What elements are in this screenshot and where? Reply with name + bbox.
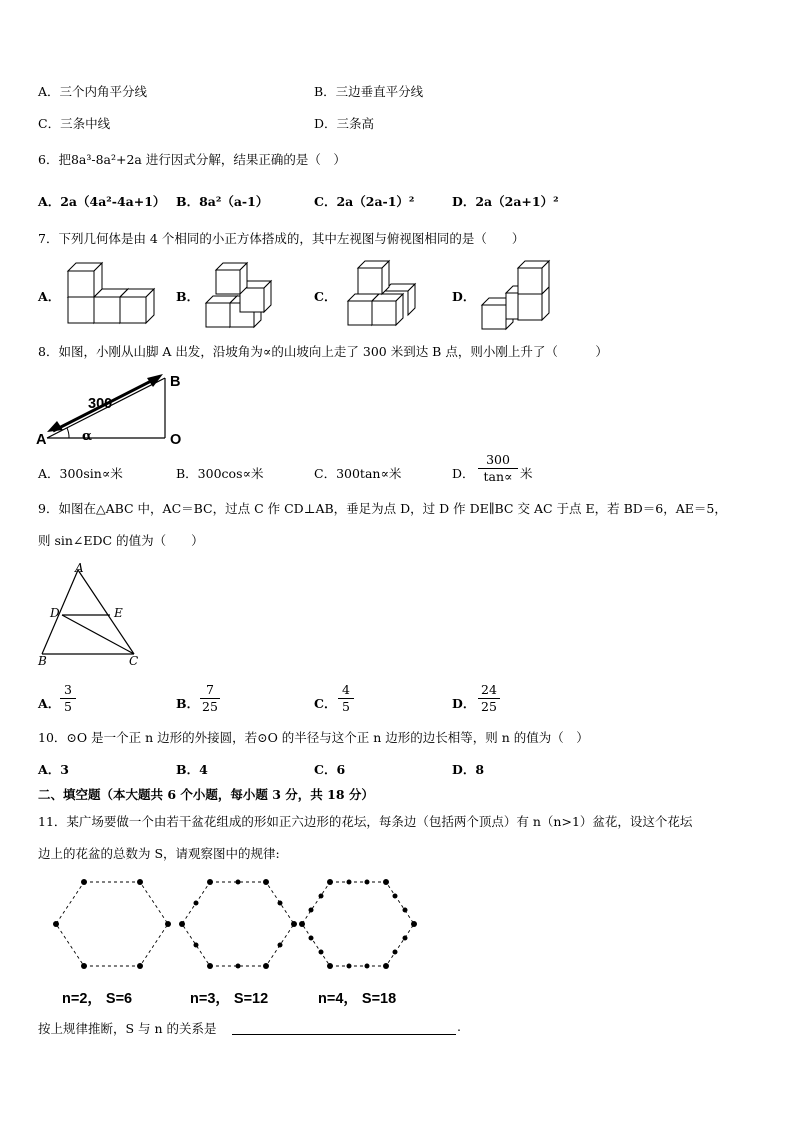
q11-prompt-line1: 11．某广场要做一个由若干盆花组成的形如正六边形的花坛，每条边（包括两个顶点）有 n（n>1）盆花，设这个花坛	[38, 814, 693, 829]
q6-option-a: A．2a（4a²-4a+1）	[38, 194, 166, 209]
cube-figure-c	[346, 257, 436, 333]
q5-option-c: C．三条中线	[38, 116, 111, 131]
q7-letter-c: C．	[314, 289, 337, 304]
q5-option-b: B．三边垂直平分线	[314, 84, 424, 99]
q8-option-c: C．300tan∝米	[314, 466, 402, 481]
q9-prompt-line2: 则 sin∠EDC 的值为（ ）	[38, 533, 204, 548]
q6-option-c: C．2a（2a-1）²	[314, 194, 415, 209]
q9-option-b-numerator: 7	[206, 682, 214, 697]
q9-option-b-letter: B．	[176, 696, 200, 711]
q9-point-a: A	[75, 561, 84, 575]
q7-letter-d: D．	[452, 289, 476, 304]
q9-option-a-fraction	[60, 682, 76, 715]
q8-option-a: A．300sin∝米	[38, 466, 123, 481]
q9-option-d-denominator: 25	[478, 698, 500, 715]
q10-option-c: C．6	[314, 762, 346, 777]
q5-option-d: D．三条高	[314, 116, 375, 131]
cube-figure-d	[480, 257, 570, 333]
q9-option-d-numerator: 24	[481, 682, 497, 697]
q11-answer-prompt: 按上规律推断，S 与 n 的关系是	[38, 1021, 217, 1036]
q6-option-d: D．2a（2a+1）²	[452, 194, 559, 209]
q9-point-c: C	[129, 654, 139, 668]
q5-option-a: A．三个内角平分线	[38, 84, 148, 99]
q8-prompt: 8．如图，小刚从山脚 A 出发，沿坡角为∝的山坡向上走了 300 米到达 B 点，则小刚上升了（ ）	[38, 344, 608, 359]
hexagon-pattern-figure	[40, 872, 440, 982]
q9-prompt-line1: 9．如图在△ABC 中，AC＝BC，过点 C 作 CD⊥AB，垂足为点 D，过 D 作 DE∥BC 交 AC 于点 E，若 BD＝6，AE＝5，	[38, 501, 727, 516]
q11-caption-n2: n=2， S=6	[62, 991, 133, 1007]
q11-answer-blank[interactable]	[232, 1034, 456, 1035]
q11-answer-end: .	[457, 1019, 461, 1034]
q9-option-d-letter: D．	[452, 696, 476, 711]
q8-option-d-letter: D．	[452, 466, 475, 481]
q8-angle-label: α	[82, 429, 93, 444]
q6-option-b: B．8a²（a-1）	[176, 194, 269, 209]
q11-caption-n4: n=4， S=18	[318, 991, 397, 1007]
q9-point-e: E	[114, 606, 123, 620]
cube-figure-b	[203, 263, 293, 333]
q8-option-d-unit: 米	[520, 466, 533, 481]
q8-option-b: B．300cos∝米	[176, 466, 264, 481]
section-title-fill-in: 二、填空题（本大题共 6 个小题，每小题 3 分，共 18 分）	[38, 787, 374, 802]
q9-option-c-denominator: 5	[338, 698, 354, 715]
q8-distance-label: 300	[88, 396, 113, 412]
q9-option-a-numerator: 3	[64, 682, 72, 697]
q10-option-b: B．4	[176, 762, 208, 777]
q9-option-b-denominator: 25	[200, 698, 220, 715]
q9-point-d: D	[50, 606, 60, 620]
q10-option-a: A．3	[38, 762, 69, 777]
q8-point-a: A	[36, 432, 47, 448]
q8-option-d-fraction	[478, 452, 518, 485]
q11-caption-n3: n=3， S=12	[190, 991, 269, 1007]
q9-option-c-fraction	[338, 682, 354, 715]
q7-letter-b: B．	[176, 289, 200, 304]
q11-prompt-line2: 边上的花盆的总数为 S，请观察图中的规律:	[38, 846, 280, 861]
q9-point-b: B	[38, 654, 47, 668]
q10-prompt: 10．⊙O 是一个正 n 边形的外接圆，若⊙O 的半径与这个正 n 边形的边长相等，则 n 的值为（ ）	[38, 730, 589, 745]
q6-prompt: 6．把8a³-8a²+2a 进行因式分解，结果正确的是（ ）	[38, 152, 346, 167]
q9-option-b-fraction	[200, 682, 220, 715]
q9-option-a-denominator: 5	[60, 698, 76, 715]
q7-prompt: 7．下列几何体是由 4 个相同的小正方体搭成的，其中左视图与俯视图相同的是（ ）	[38, 231, 525, 246]
q8-point-o: O	[170, 432, 182, 448]
q8-option-d-numerator: 300	[486, 452, 510, 467]
q10-option-d: D．8	[452, 762, 485, 777]
cube-figure-a	[62, 263, 172, 333]
q8-option-d-denominator: tan∝	[478, 468, 518, 485]
q7-letter-a: A．	[38, 289, 61, 304]
q9-option-d-fraction	[478, 682, 500, 715]
q9-option-a-letter: A．	[38, 696, 61, 711]
q9-option-c-numerator: 4	[342, 682, 350, 697]
q9-option-c-letter: C．	[314, 696, 337, 711]
q8-point-b: B	[170, 374, 181, 390]
